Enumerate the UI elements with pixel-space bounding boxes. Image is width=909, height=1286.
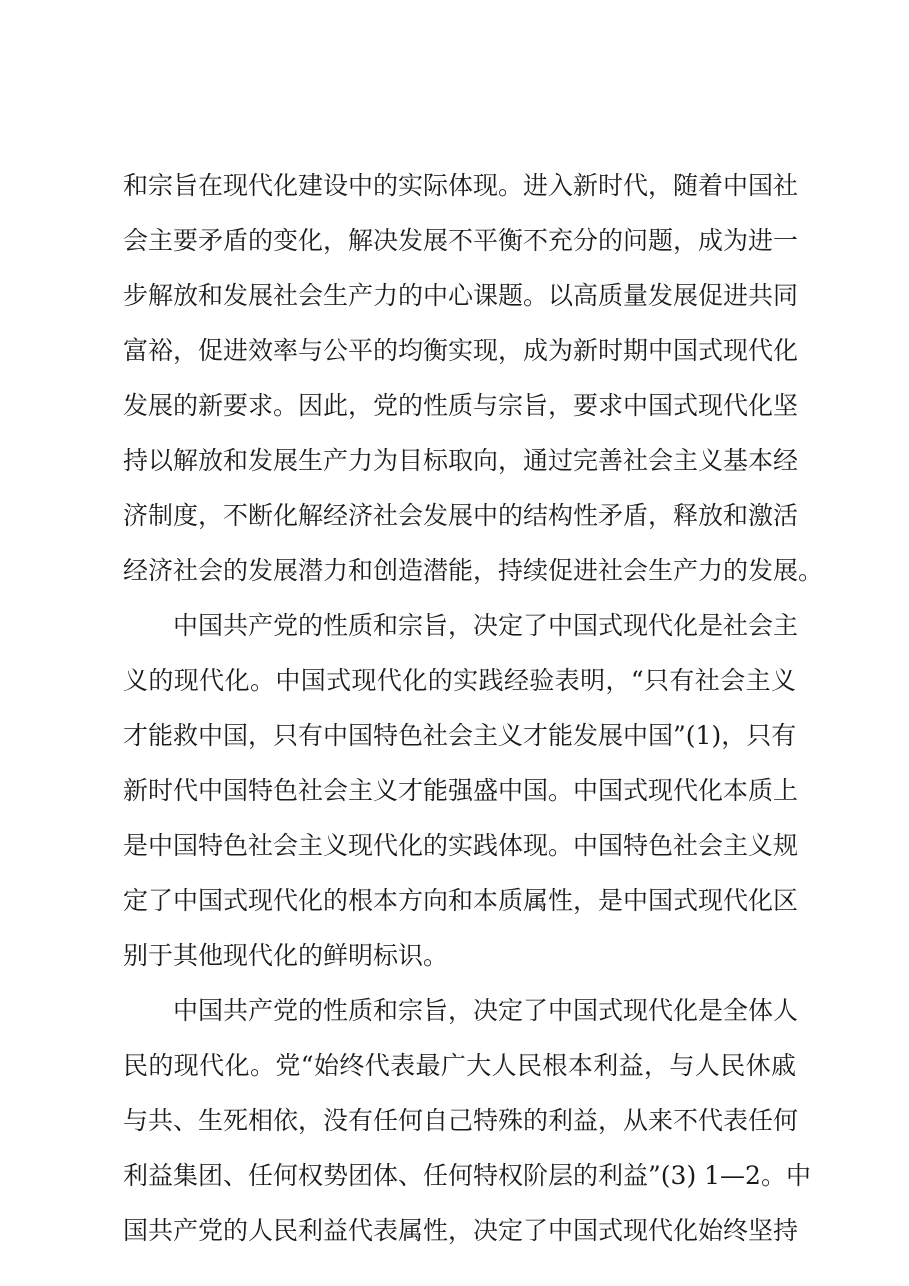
text-line-12: 新时代中国特色社会主义才能强盛中国。中国式现代化本质上 [123, 776, 799, 805]
text-line-6: 持以解放和发展生产力为目标取向，通过完善社会主义基本经 [123, 446, 799, 475]
text-line-5: 发展的新要求。因此，党的性质与宗旨，要求中国式现代化坚 [123, 391, 799, 420]
text-line-20: 国共产党的人民利益代表属性，决定了中国式现代化始终坚持 [123, 1216, 799, 1245]
text-line-8: 经济社会的发展潜力和创造潜能，持续促进社会生产力的发展。 [123, 556, 824, 585]
text-line-16: 中国共产党的性质和宗旨，决定了中国式现代化是全体人 [173, 996, 799, 1025]
text-line-13: 是中国特色社会主义现代化的实践体现。中国特色社会主义规 [123, 831, 799, 860]
text-line-1: 和宗旨在现代化建设中的实际体现。进入新时代，随着中国社 [123, 171, 799, 200]
text-line-2: 会主要矛盾的变化，解决发展不平衡不充分的问题，成为进一 [123, 226, 799, 255]
text-line-9: 中国共产党的性质和宗旨，决定了中国式现代化是社会主 [173, 611, 799, 640]
text-line-11: 才能救中国，只有中国特色社会主义才能发展中国”(1)，只有 [123, 721, 797, 750]
text-line-19: 利益集团、任何权势团体、任何特权阶层的利益”(3) 1—2。中 [123, 1161, 811, 1190]
text-line-4: 富裕，促进效率与公平的均衡实现，成为新时期中国式现代化 [123, 336, 799, 365]
text-line-7: 济制度，不断化解经济社会发展中的结构性矛盾，释放和激活 [123, 501, 799, 530]
text-line-18: 与共、生死相依，没有任何自己特殊的利益，从来不代表任何 [123, 1106, 799, 1135]
text-line-3: 步解放和发展社会生产力的中心课题。以高质量发展促进共同 [123, 281, 799, 310]
text-line-15: 别于其他现代化的鲜明标识。 [123, 941, 449, 970]
text-line-14: 定了中国式现代化的根本方向和本质属性，是中国式现代化区 [123, 886, 799, 915]
text-line-10: 义的现代化。中国式现代化的实践经验表明，“只有社会主义 [123, 666, 796, 695]
text-line-17: 民的现代化。党“始终代表最广大人民根本利益，与人民休戚 [123, 1051, 796, 1080]
